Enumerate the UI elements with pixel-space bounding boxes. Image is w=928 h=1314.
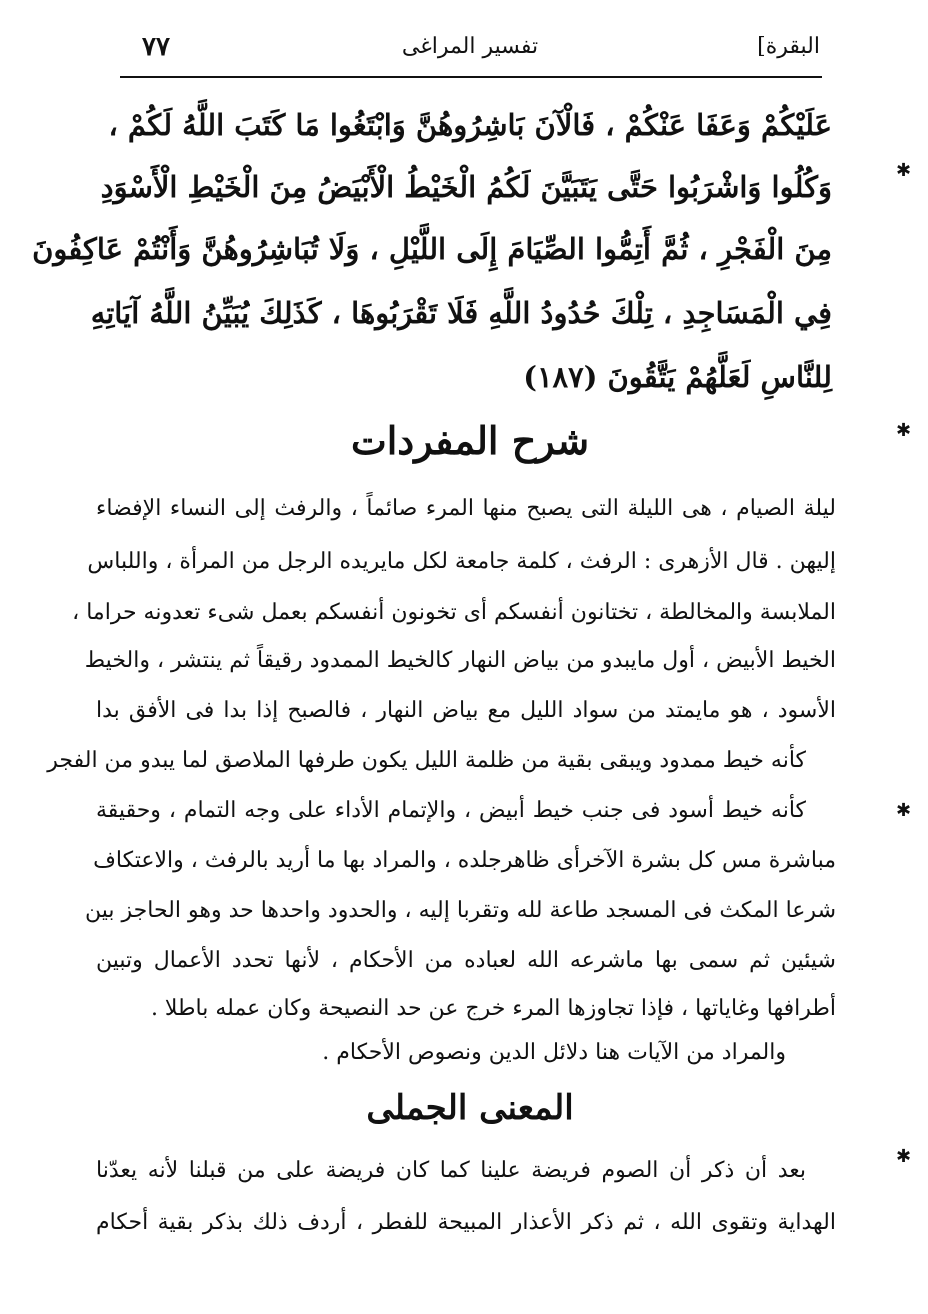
chapter-name: البقرة] bbox=[757, 34, 820, 59]
vocab-line: إليهن . قال الأزهرى : الرفث ، كلمة جامعة لكل مايريده الرجل من المرأة ، واللباس bbox=[87, 549, 836, 574]
header-rule bbox=[120, 76, 822, 78]
vocab-line: الخيط الأبيض ، أول مايبدو من بياض النهار كالخيط الممدود رقيقاً ثم ينتشر ، والخيط bbox=[84, 648, 836, 673]
vocab-line: الأسود ، هو مايمتد من سواد الليل مع بياض النهار ، فالصبح إذا بدا فى الأفق بدا bbox=[96, 698, 836, 723]
book-title: تفسير المراغى bbox=[401, 34, 539, 59]
vocab-line: ليلة الصيام ، هى الليلة التى يصبح منها المرء صائماً ، والرفث إلى النساء الإفضاء bbox=[96, 496, 836, 521]
verse-line: فِي الْمَسَاجِدِ ، تِلْكَ حُدُودُ اللَّهِ فَلَا تَقْرَبُوهَا ، كَذَلِكَ يُبَيِّنُ اللَّهُ آيَاتِهِ bbox=[90, 296, 832, 330]
vocab-line: شرعا المكث فى المسجد طاعة لله وتقربا إليه ، والحدود واحدها حد وهو الحاجز بين bbox=[85, 898, 836, 923]
vocab-line: الملابسة والمخالطة ، تختانون أنفسكم أى تخونون أنفسكم بعمل شىء تعدونه حراما ، bbox=[72, 600, 836, 625]
vocab-line: والمراد من الآيات هنا دلائل الدين ونصوص الأحكام . bbox=[322, 1040, 786, 1065]
margin-star-icon: ✱ bbox=[896, 1146, 912, 1167]
vocab-line: شيئين ثم سمى بها ماشرعه الله لعباده من الأحكام ، لأنها تحدد الأعمال وتبين bbox=[96, 948, 836, 973]
vocab-line: كأنه خيط ممدود ويبقى بقية من ظلمة الليل يكون طرفها الملاصق لما يبدو من الفجر bbox=[47, 748, 806, 773]
page-header bbox=[120, 30, 820, 74]
page-number: ٧٧ bbox=[142, 32, 170, 62]
margin-star-icon: ✱ bbox=[896, 800, 912, 821]
margin-star-icon: ✱ bbox=[896, 160, 912, 181]
verse-line: مِنَ الْفَجْرِ ، ثُمَّ أَتِمُّوا الصِّيَامَ إِلَى اللَّيْلِ ، وَلَا تُبَاشِرُوهُنَّ وَأَنْتُمْ عَاكِفُونَ bbox=[32, 232, 832, 266]
general-line: بعد أن ذكر أن الصوم فريضة علينا كما كان فريضة على من قبلنا لأنه يعدّنا bbox=[96, 1158, 806, 1183]
verse-line: وَكُلُوا وَاشْرَبُوا حَتَّى يَتَبَيَّنَ لَكُمُ الْخَيْطُ الْأَبْيَضُ مِنَ الْخَيْطِ الْأَسْوَدِ bbox=[100, 170, 832, 204]
section-heading-vocab: شرح المفردات bbox=[350, 418, 590, 463]
vocab-line: أطرافها وغاياتها ، فإذا تجاوزها المرء خرج عن حد النصيحة وكان عمله باطلا . bbox=[150, 996, 836, 1021]
general-line: الهداية وتقوى الله ، ثم ذكر الأعذار المبيحة للفطر ، أردف ذلك بذكر بقية أحكام bbox=[96, 1210, 836, 1235]
vocab-line: كأنه خيط أسود فى جنب خيط أبيض ، والإتمام الأداء على وجه التمام ، وحقيقة bbox=[96, 798, 806, 823]
verse-line: عَلَيْكُمْ وَعَفَا عَنْكُمْ ، فَالْآنَ بَاشِرُوهُنَّ وَابْتَغُوا مَا كَتَبَ اللَّهُ لَكُمْ ، bbox=[108, 108, 832, 142]
verse-line: لِلنَّاسِ لَعَلَّهُمْ يَتَّقُونَ (١٨٧) bbox=[523, 360, 832, 394]
section-heading-general: المعنى الجملى bbox=[366, 1088, 574, 1128]
vocab-line: مباشرة مس كل بشرة الآخرأى ظاهرجلده ، والمراد بها ما أريد بالرفث ، والاعتكاف bbox=[93, 848, 836, 873]
margin-star-icon: ✱ bbox=[896, 420, 912, 441]
